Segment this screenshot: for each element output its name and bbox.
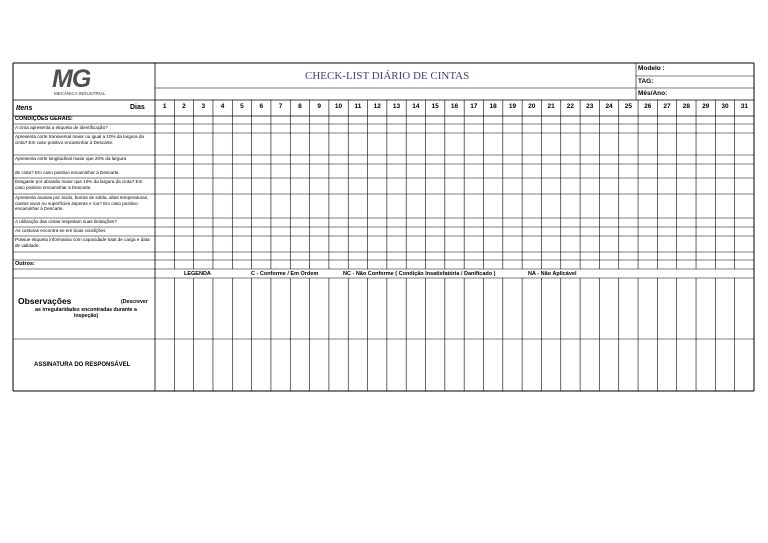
company-logo xyxy=(52,67,90,92)
day-number-2: 2 xyxy=(182,103,186,110)
page-title: CHECK-LIST DIÁRIO DE CINTAS xyxy=(305,70,470,82)
day-number-25: 25 xyxy=(624,103,632,110)
signature-label: ASSINATURA DO RESPONSÁVEL xyxy=(34,362,131,368)
day-number-21: 21 xyxy=(547,103,555,110)
legend-nao-aplicavel: NA - Não Aplicável xyxy=(528,271,577,277)
legend-nao-conforme: NC - Não Conforme ( Condição Insatisfatória / Danificado ) xyxy=(343,271,496,277)
item-6: A utilização das cintas respeitam suas limitações? xyxy=(15,219,117,224)
legend-conforme: C - Conforme / Em Ordem xyxy=(251,271,319,277)
day-number-18: 18 xyxy=(489,103,497,110)
day-number-28: 28 xyxy=(682,103,690,110)
day-number-19: 19 xyxy=(508,103,517,110)
section-label: CONDIÇÕES GERAIS: xyxy=(15,116,73,122)
day-number-11: 11 xyxy=(354,103,362,110)
day-number-23: 23 xyxy=(586,103,594,110)
tag-field-label: TAG: xyxy=(638,78,654,85)
logo-subtitle: MECÂNICA INDUSTRIAL xyxy=(54,91,106,96)
model-field-label: Modelo : xyxy=(638,65,665,72)
item-1: A cinta apresenta a etiqueta de identificação? xyxy=(15,125,108,130)
item-3-cont: de cinta? Em caso positivo encaminhar à Descarte. xyxy=(15,170,120,175)
others-label: Outros: xyxy=(15,261,35,267)
day-number-26: 26 xyxy=(644,103,652,110)
legend-title: LEGENDA xyxy=(184,271,211,277)
item-3: Apresenta corte longitudinal maior que 20% da largura xyxy=(15,156,127,161)
item-4: Desgaste por abrasão maior que 10% da largura da cinta? Em caso positivo encaminhar à Descarte. xyxy=(15,179,143,190)
day-number-15: 15 xyxy=(431,103,439,110)
day-number-22: 22 xyxy=(566,103,575,110)
observations-title: Observações xyxy=(18,296,72,306)
observations-note: (Descrever xyxy=(121,299,148,305)
day-number-13: 13 xyxy=(392,103,401,110)
items-label: Itens xyxy=(16,105,33,112)
month-year-field-label: Mês/Ano: xyxy=(638,90,668,97)
item-8: Possue etiqueta informativa com capacidade total de carga e data de validade. xyxy=(15,237,150,248)
days-label: Dias xyxy=(130,104,145,111)
day-number-12: 12 xyxy=(373,103,381,110)
day-number-1: 1 xyxy=(162,103,167,110)
day-number-24: 24 xyxy=(605,103,613,110)
day-number-4: 4 xyxy=(220,103,225,110)
day-number-16: 16 xyxy=(450,103,459,110)
item-5: Apresenta avarias por ácido, borras de solda, altas temperaturas, cantos vivos ou superfícies ásperas e /ou? Em caso positivo encaminhar à Descarte. xyxy=(15,195,149,212)
logo-mark: MG xyxy=(52,65,91,93)
day-number-27: 27 xyxy=(663,103,671,110)
day-number-29: 29 xyxy=(702,103,710,110)
day-number-8: 8 xyxy=(298,103,302,110)
day-number-10: 10 xyxy=(334,103,343,110)
day-number-3: 3 xyxy=(201,103,206,110)
day-number-5: 5 xyxy=(240,103,244,110)
observations-note-cont: as irregularidades encontradas durante a inspeção) xyxy=(35,307,137,319)
item-2: Apresenta corte transversal maior ou igual a 10% da largura da cinta? Em caso positivo encaminhar à Descarte. xyxy=(15,134,144,145)
day-number-17: 17 xyxy=(470,103,478,110)
day-number-20: 20 xyxy=(528,103,536,110)
day-number-6: 6 xyxy=(259,103,264,110)
day-number-14: 14 xyxy=(412,103,420,110)
item-7: As costuras encontra-se em boas condições xyxy=(15,228,106,233)
day-number-7: 7 xyxy=(278,103,283,110)
day-number-9: 9 xyxy=(317,103,322,110)
day-number-30: 30 xyxy=(721,103,729,110)
day-number-31: 31 xyxy=(740,103,748,110)
